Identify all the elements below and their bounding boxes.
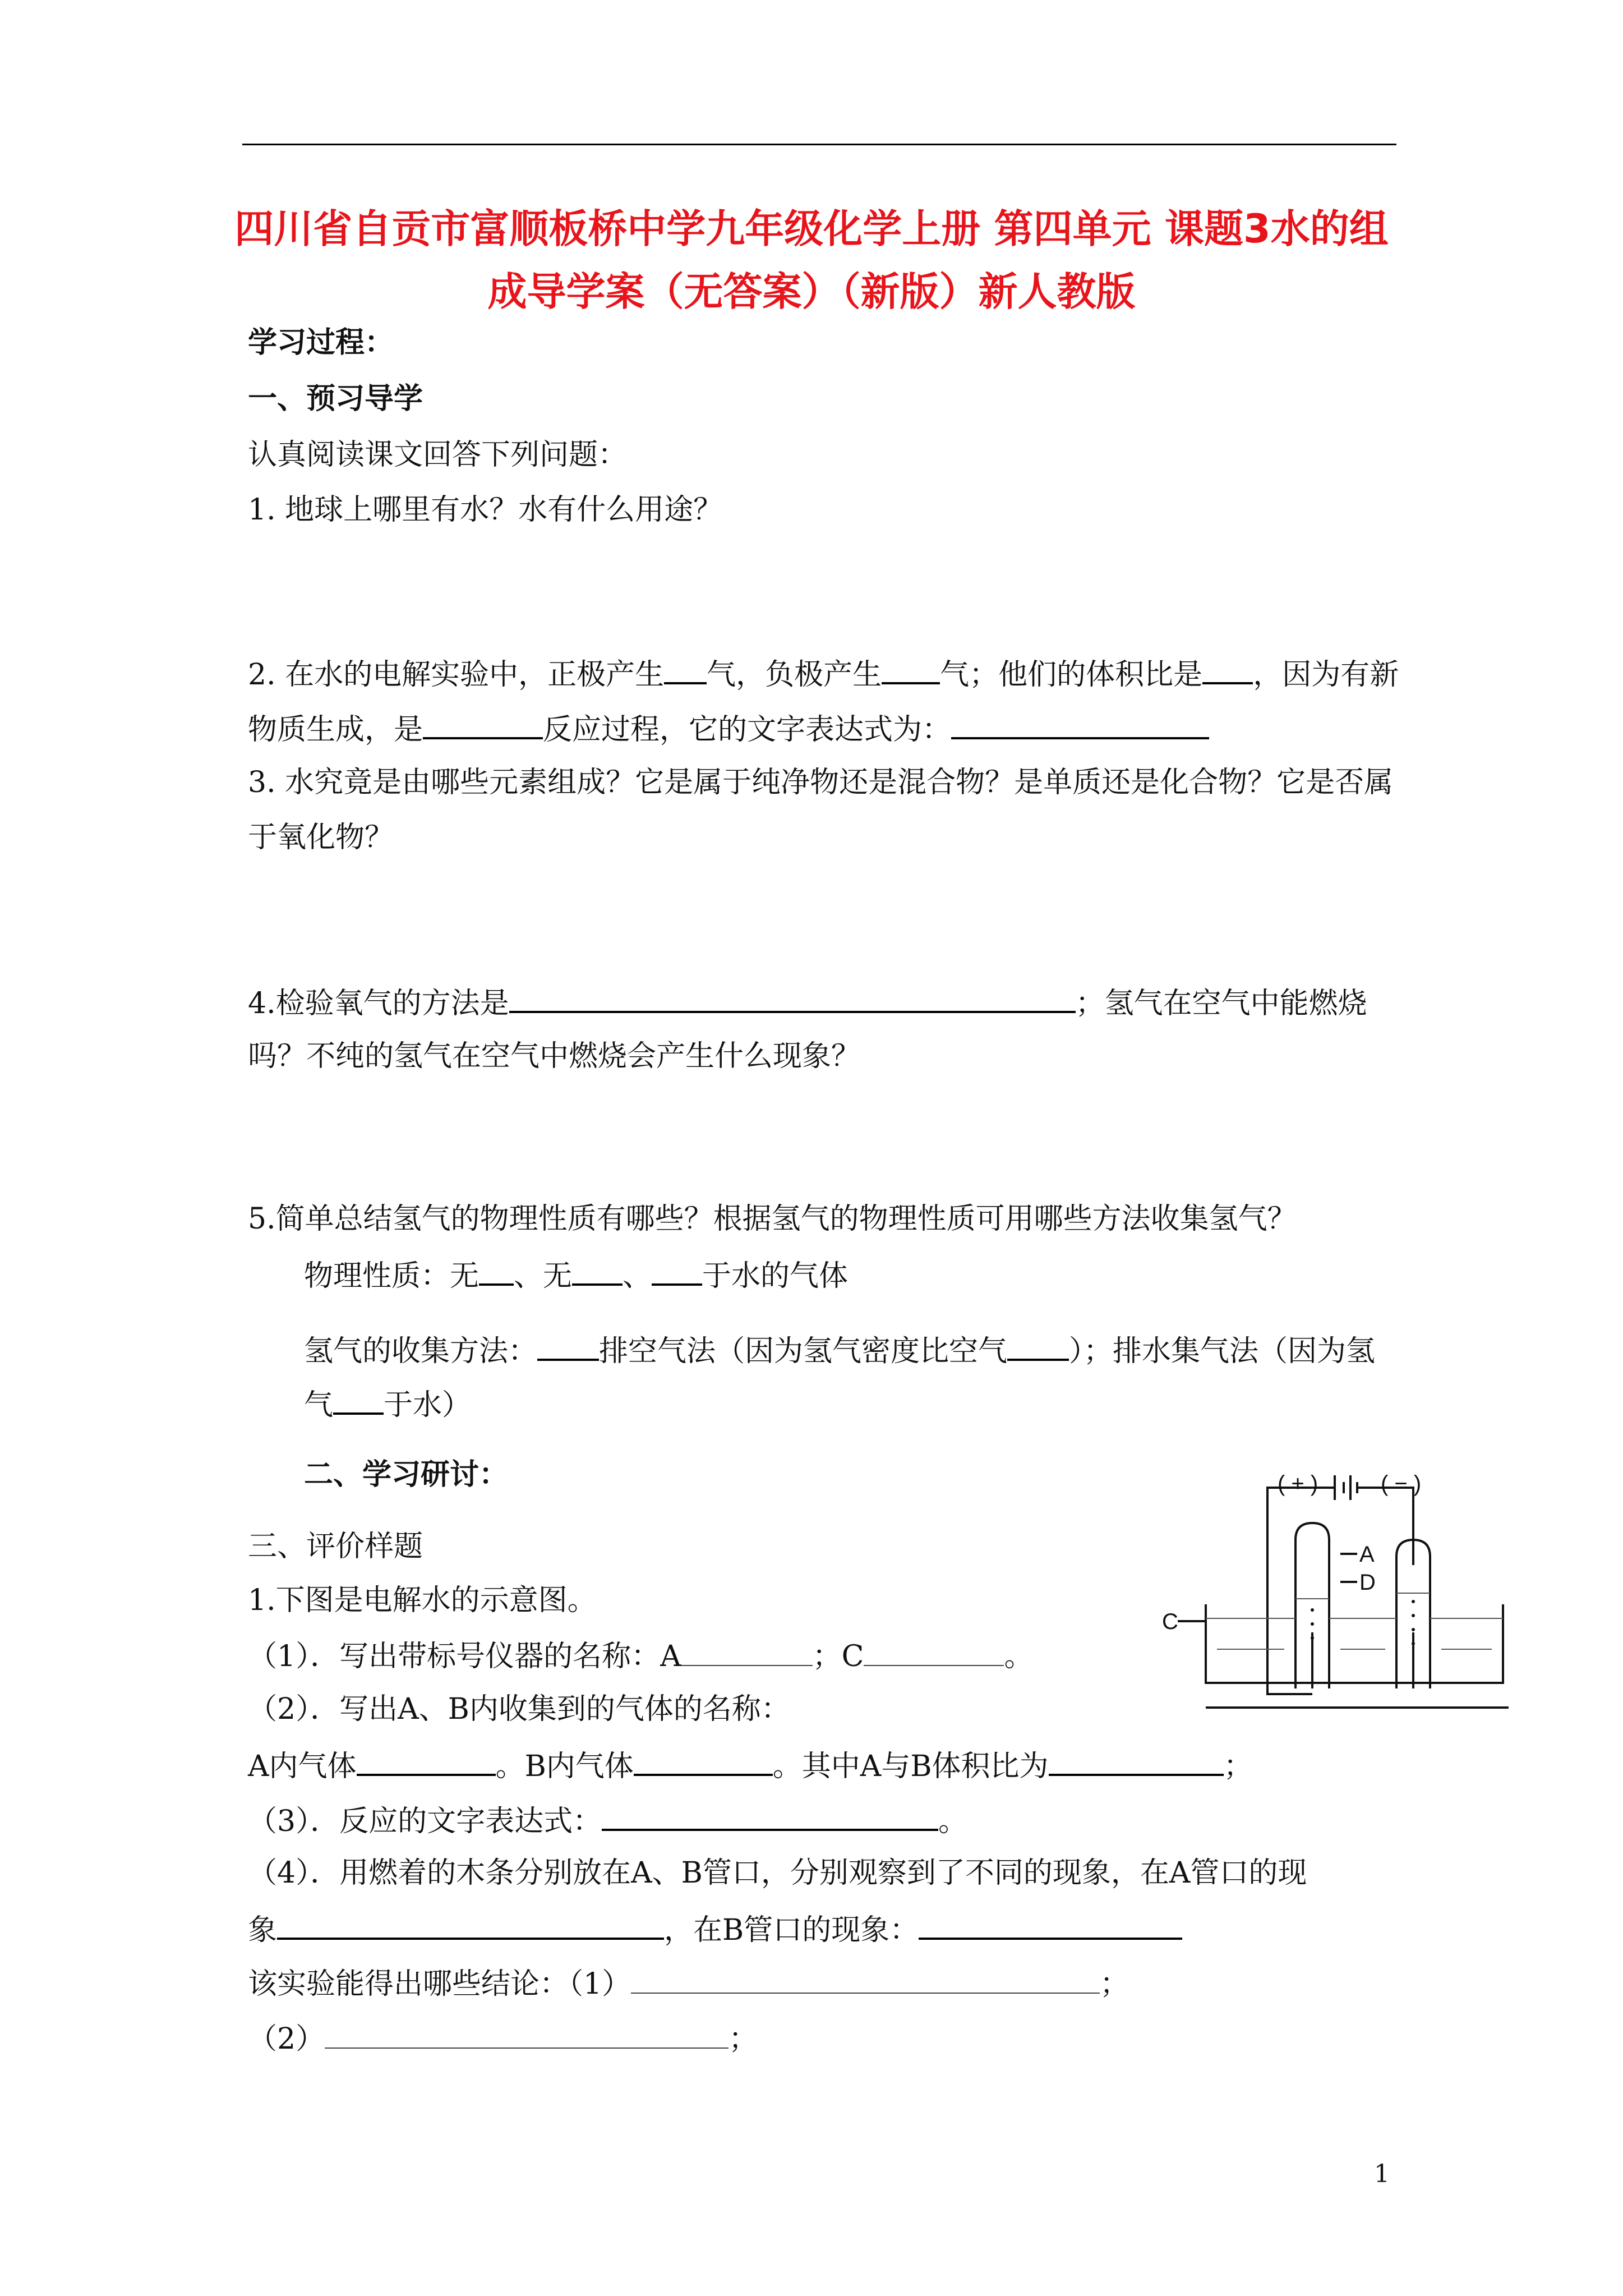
answer-blank[interactable] xyxy=(951,708,1209,739)
answer-blank[interactable] xyxy=(277,1908,664,1940)
answer-blank[interactable] xyxy=(882,653,940,684)
page-number: 1 xyxy=(1374,2160,1390,2188)
question-5-line-1: 5.简单总结氢气的物理性质有哪些？根据氢气的物理性质可用哪些方法收集氢气？ xyxy=(248,1202,1297,1236)
answer-blank[interactable] xyxy=(864,1636,1004,1666)
answer-blank[interactable] xyxy=(333,1383,384,1415)
part-2-answers-line: A内气体 。B内气体 。其中A与B体积比为 ； xyxy=(248,1745,1253,1786)
title-line-1: 四川省自贡市富顺板桥中学九年级化学上册 第四单元 课题3水的组 xyxy=(234,206,1389,252)
conclusion-line-1: 该实验能得出哪些结论：（1） ； xyxy=(248,1963,1129,2004)
answer-blank[interactable] xyxy=(572,1254,623,1286)
answer-blank[interactable] xyxy=(1049,1745,1224,1776)
section3-heading: 三、评价样题 xyxy=(248,1530,423,1563)
answer-blank[interactable] xyxy=(479,1254,514,1286)
section1-intro: 认真阅读课文回答下列问题： xyxy=(248,438,628,472)
answer-blank[interactable] xyxy=(602,1800,938,1831)
section3-question-1: 1.下图是电解水的示意图。 xyxy=(248,1584,597,1617)
collection-methods-line-1: 氢气的收集方法： 排空气法（因为氢气密度比空气 ）；排水集气法（因为氢 xyxy=(304,1329,1375,1371)
header-rule xyxy=(242,144,1396,145)
question-2-line-1: 2. 在水的电解实验中，正极产生 气，负极产生 气；他们的体积比是 ，因为有新 xyxy=(248,653,1399,694)
title-line-2: 成导学案（无答案）（新版）新人教版 xyxy=(487,269,1136,315)
label-d: D xyxy=(1359,1570,1376,1595)
question-3-line-1: 3. 水究竟是由哪些元素组成？它是属于纯净物还是混合物？是单质还是化合物？它是否属 xyxy=(248,766,1394,799)
answer-blank[interactable] xyxy=(1202,653,1253,684)
answer-blank[interactable] xyxy=(681,1636,813,1666)
part-4-line-1: （4）．用燃着的木条分别放在A、B管口，分别观察到了不同的现象，在A管口的现 xyxy=(248,1856,1307,1890)
part-2-line: （2）．写出A、B内收集到的气体的名称： xyxy=(248,1692,790,1726)
answer-blank[interactable] xyxy=(325,2018,728,2049)
conclusion-line-2: （2） ； xyxy=(248,2018,758,2059)
process-heading: 学习过程： xyxy=(248,326,394,360)
section2-heading: 二、学习研讨： xyxy=(304,1458,509,1492)
answer-blank[interactable] xyxy=(509,982,1076,1013)
question-2-line-2: 物质生成，是 反应过程，它的文字表达式为： xyxy=(248,708,1209,749)
part-4-line-2: 象 ，在B管口的现象： xyxy=(248,1908,1182,1950)
label-c: C xyxy=(1162,1609,1178,1634)
answer-blank[interactable] xyxy=(634,1745,773,1776)
question-1: 1. 地球上哪里有水？水有什么用途？ xyxy=(248,493,723,527)
answer-blank[interactable] xyxy=(652,1254,702,1286)
answer-blank[interactable] xyxy=(664,653,707,684)
positive-terminal-label: ( + ) xyxy=(1278,1471,1318,1496)
answer-blank[interactable] xyxy=(537,1329,599,1361)
answer-blank[interactable] xyxy=(631,1963,1100,1994)
physical-properties-line: 物理性质：无 、无 、 于水的气体 xyxy=(304,1254,848,1296)
question-4-line-1: 4.检验氧气的方法是 ；氢气在空气中能燃烧 xyxy=(248,982,1367,1023)
answer-blank[interactable] xyxy=(357,1745,496,1776)
answer-blank[interactable] xyxy=(1007,1329,1069,1361)
question-3-line-2: 于氧化物？ xyxy=(248,821,394,854)
electrolysis-diagram xyxy=(1162,1464,1520,1711)
negative-terminal-label: ( − ) xyxy=(1381,1471,1422,1496)
document-title xyxy=(213,197,1410,323)
label-a: A xyxy=(1359,1542,1375,1567)
beaker xyxy=(1206,1604,1503,1683)
collection-methods-line-2: 气 于水） xyxy=(304,1383,471,1425)
positive-wire xyxy=(1267,1488,1335,1655)
answer-blank[interactable] xyxy=(423,708,543,739)
section1-heading: 一、预习导学 xyxy=(248,382,423,416)
question-4-line-2: 吗？不纯的氢气在空气中燃烧会产生什么现象？ xyxy=(248,1039,861,1073)
part-3-line: （3）．反应的文字表达式： 。 xyxy=(248,1800,967,1841)
part-1-line: （1）．写出带标号仪器的名称：A ；C 。 xyxy=(248,1636,1033,1676)
negative-wire xyxy=(1357,1488,1413,1548)
answer-blank[interactable] xyxy=(919,1908,1182,1940)
